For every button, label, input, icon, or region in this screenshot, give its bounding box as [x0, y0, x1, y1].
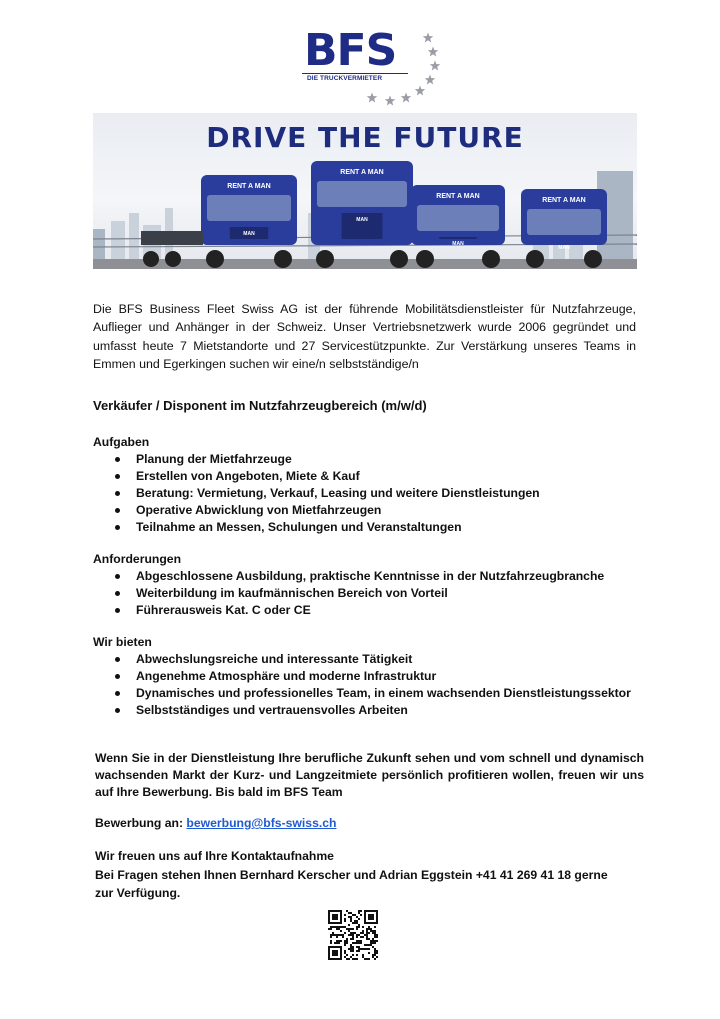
closing-paragraph: Wenn Sie in der Dienstleistung Ihre berufliche Zukunft sehen und vom schnell und dynamisch wachsenden Markt der Kurz- und Langzeitmiete persönlich profitieren wollen, freuen wir uns auf Ihre Bewerbung. Bis bald im BFS Team — [95, 751, 644, 799]
svg-text:MAN: MAN — [243, 231, 255, 237]
list-item: Abgeschlossene Ausbildung, praktische Kenntnisse in der Nutzfahrzeugbranche — [93, 568, 653, 585]
list-item: Abwechslungsreiche und interessante Tätigkeit — [93, 651, 653, 668]
contact-title: Wir freuen uns auf Ihre Kontaktaufnahme — [95, 849, 334, 863]
list-item: Erstellen von Angeboten, Miete & Kauf — [93, 468, 653, 485]
svg-text:RENT A MAN: RENT A MAN — [436, 193, 480, 200]
banner-title: DRIVE THE FUTURE — [206, 121, 524, 154]
section-wir-bieten — [93, 634, 653, 719]
list-item: Teilnahme an Messen, Schulungen und Veranstaltungen — [93, 519, 653, 536]
list-item: Dynamisches und professionelles Team, in einem wachsenden Dienstleistungssektor — [93, 685, 653, 702]
svg-text:RENT A MAN: RENT A MAN — [340, 169, 384, 176]
svg-text:MAN: MAN — [356, 217, 368, 223]
contact-text: Bei Fragen stehen Ihnen Bernhard Kerscher und Adrian Eggstein +41 41 269 41 18 gerne zur Verfügung. — [95, 868, 608, 900]
logo-tagline: DIE TRUCKVERMIETER — [307, 75, 383, 82]
section-title: Wir bieten — [93, 635, 152, 649]
qr-code — [328, 910, 378, 960]
apply-email-link[interactable]: bewerbung@bfs-swiss.ch — [186, 816, 337, 830]
star-icon — [300, 25, 440, 108]
list-item: Planung der Mietfahrzeuge — [93, 451, 653, 468]
svg-text:RENT A MAN: RENT A MAN — [227, 183, 271, 190]
list-item: Beratung: Vermietung, Verkauf, Leasing und weitere Dienstleistungen — [93, 485, 653, 502]
svg-text:RENT A MAN: RENT A MAN — [542, 197, 586, 204]
section-anforderungen — [93, 551, 653, 619]
section-title: Aufgaben — [93, 435, 150, 449]
list-item: Führerausweis Kat. C oder CE — [93, 602, 653, 619]
bullet-list — [93, 568, 653, 619]
list-item: Angenehme Atmosphäre und moderne Infrastruktur — [93, 668, 653, 685]
job-title: Verkäufer / Disponent im Nutzfahrzeugbereich (m/w/d) — [93, 398, 427, 413]
bfs-logo — [300, 25, 440, 108]
application-line — [95, 816, 336, 830]
banner-image — [93, 113, 637, 269]
section-aufgaben — [93, 434, 653, 536]
apply-label: Bewerbung an: — [95, 816, 184, 830]
bullet-list — [93, 451, 653, 536]
list-item: Weiterbildung im kaufmännischen Bereich von Vorteil — [93, 585, 653, 602]
list-item: Selbstständiges und vertrauensvolles Arbeiten — [93, 702, 653, 719]
svg-text:MAN: MAN — [558, 245, 570, 251]
list-item: Operative Abwicklung von Mietfahrzeugen — [93, 502, 653, 519]
svg-text:MAN: MAN — [452, 241, 464, 247]
bullet-list — [93, 651, 653, 719]
truck-image — [93, 113, 637, 269]
section-title: Anforderungen — [93, 552, 182, 566]
logo-letters: BFS — [304, 25, 397, 76]
intro-paragraph: Die BFS Business Fleet Swiss AG ist der führende Mobilitätsdienstleister für Nutzfahrzeuge, Auflieger und Anhänger in der Schweiz. Unser Vertriebsnetzwerk wurde 2006 gegründet und umfasst heute 7 Mietstandorte und 27 Servicestützpunkte. Zur Verstärkung unseres Teams in Emmen und Egerkingen suchen wir eine/n selbstständige/n — [93, 302, 636, 371]
